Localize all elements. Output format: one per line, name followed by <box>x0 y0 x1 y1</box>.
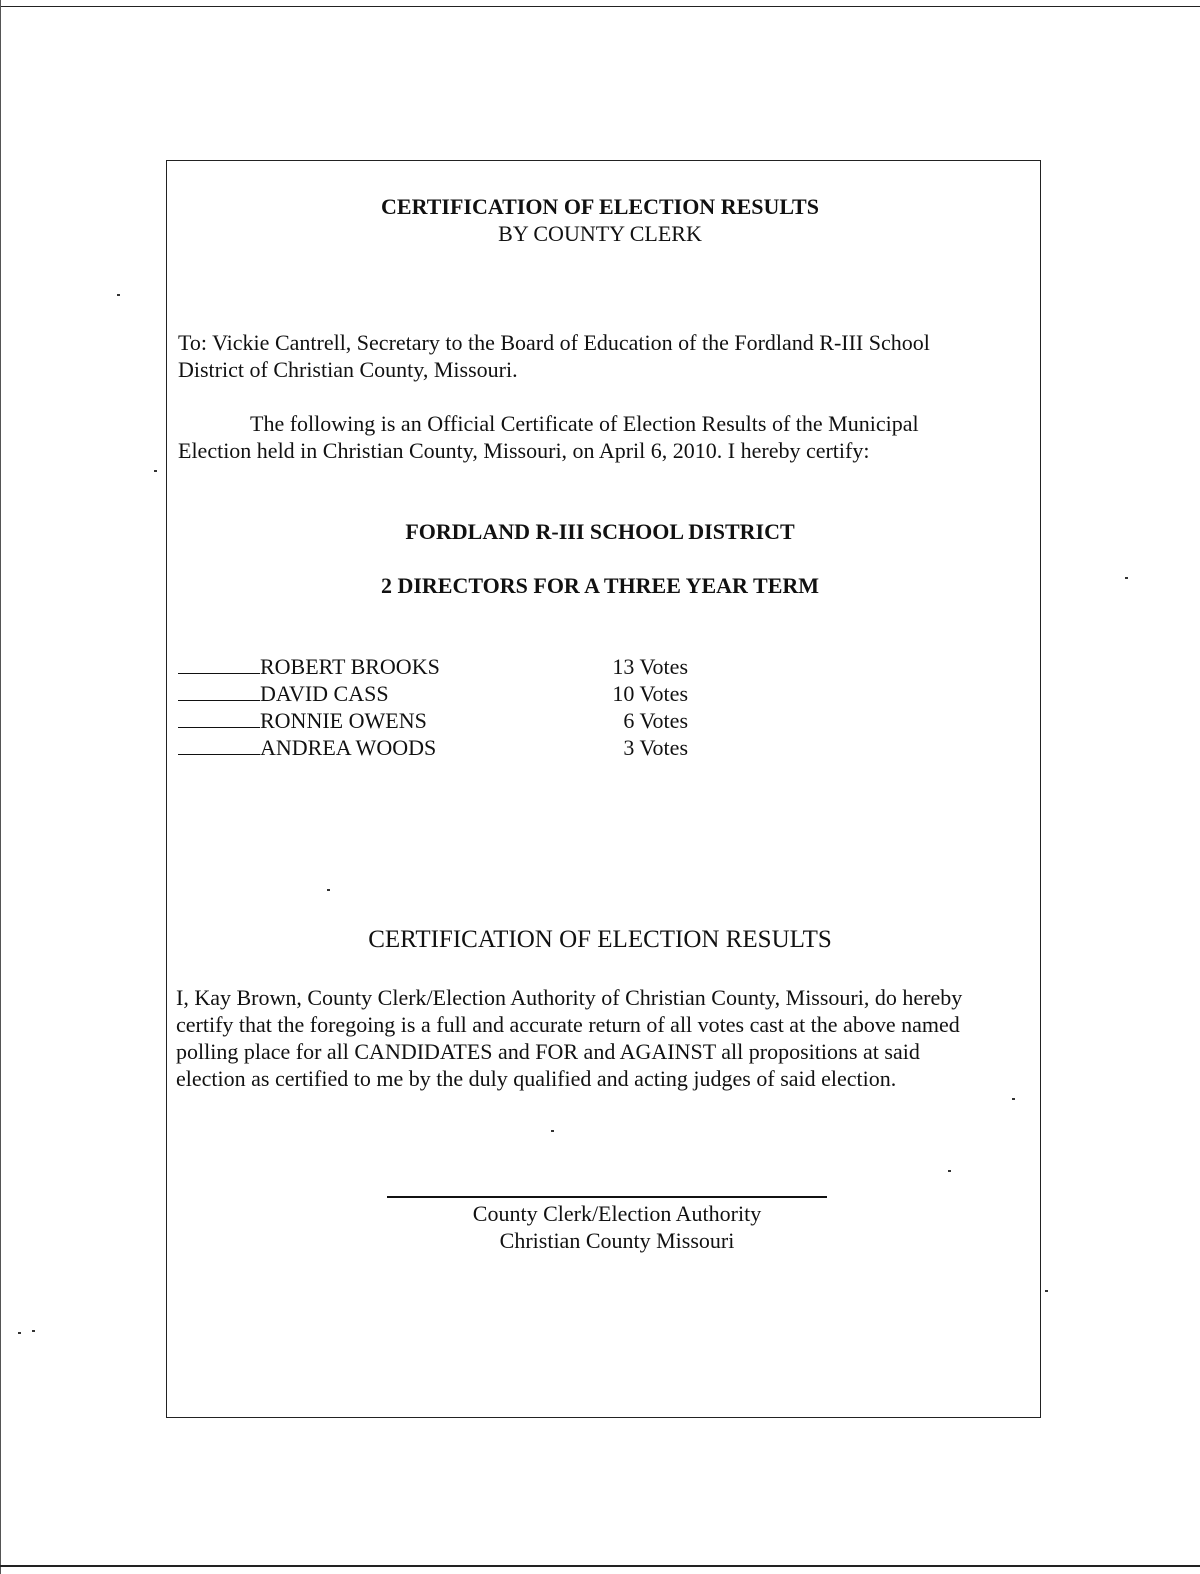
addressee-line: District of Christian County, Missouri. <box>178 357 518 382</box>
scan-speck <box>1045 1290 1048 1292</box>
intro-line: Election held in Christian County, Missouri, on April 6, 2010. I hereby certify: <box>178 438 870 463</box>
addressee-block <box>178 329 1038 383</box>
candidate-name: ROBERT BROOKS <box>260 654 440 679</box>
certification-line: polling place for all CANDIDATES and FOR and AGAINST all propositions at said <box>176 1039 920 1064</box>
candidate-name: DAVID CASS <box>260 681 389 706</box>
candidate-row <box>178 707 698 734</box>
scan-edge-top <box>0 6 1200 7</box>
certification-line: I, Kay Brown, County Clerk/Election Authority of Christian County, Missouri, do hereby <box>176 985 963 1010</box>
candidate-votes: 3 Votes <box>623 735 688 760</box>
mark-blank <box>178 754 260 755</box>
candidate-row <box>178 734 698 761</box>
candidate-votes: 13 Votes <box>612 654 688 679</box>
signature-line <box>387 1196 827 1198</box>
signature-title: County Clerk/Election Authority <box>472 1201 762 1226</box>
mark-blank <box>178 727 260 728</box>
scan-speck <box>18 1332 21 1334</box>
mark-blank <box>178 673 260 674</box>
certification-line: certify that the foregoing is a full and accurate return of all votes cast at the above named <box>176 1012 960 1037</box>
signature-county: Christian County Missouri <box>499 1228 735 1253</box>
scan-edge-bottom <box>0 1565 1200 1567</box>
addressee-line: To: Vickie Cantrell, Secretary to the Board of Education of the Fordland R-III School <box>178 330 930 355</box>
scan-speck <box>32 1330 35 1332</box>
candidate-name: ANDREA WOODS <box>260 735 437 760</box>
document-subtitle: BY COUNTY CLERK <box>498 221 702 246</box>
scan-speck <box>117 294 120 296</box>
certification-heading: CERTIFICATION OF ELECTION RESULTS <box>368 926 832 953</box>
candidate-name: RONNIE OWENS <box>260 708 427 733</box>
candidate-votes: 6 Votes <box>623 708 688 733</box>
office-heading: 2 DIRECTORS FOR A THREE YEAR TERM <box>380 573 820 598</box>
certification-line: election as certified to me by the duly qualified and acting judges of said election. <box>176 1066 897 1091</box>
district-heading: FORDLAND R-III SCHOOL DISTRICT <box>405 519 795 544</box>
candidate-row <box>178 680 698 707</box>
document-title: CERTIFICATION OF ELECTION RESULTS <box>381 194 819 219</box>
mark-blank <box>178 700 260 701</box>
scan-speck <box>154 470 157 472</box>
intro-paragraph <box>178 410 1038 464</box>
candidate-votes: 10 Votes <box>612 681 688 706</box>
certification-paragraph <box>176 984 1036 1092</box>
intro-line: The following is an Official Certificate of Election Results of the Municipal <box>250 411 919 436</box>
candidate-row <box>178 653 698 680</box>
